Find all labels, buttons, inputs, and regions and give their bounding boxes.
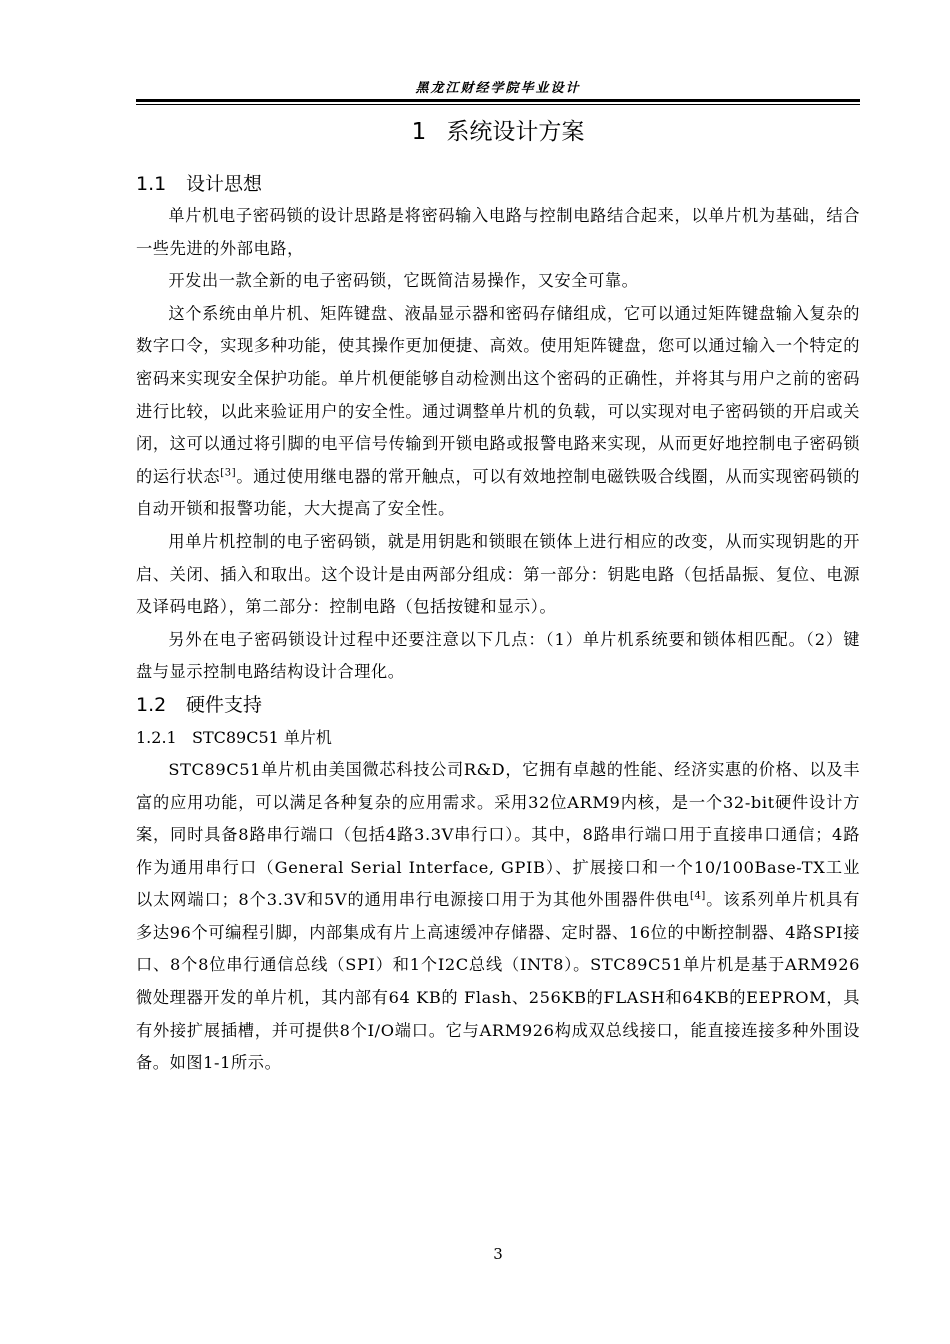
subsection-heading-1-2-1 bbox=[136, 721, 860, 754]
header-rule-thick bbox=[136, 99, 860, 102]
chapter-title bbox=[136, 116, 860, 148]
paragraph: 开发出一款全新的电子密码锁，它既简洁易操作，又安全可靠。 bbox=[168, 271, 639, 291]
citation-ref: [4] bbox=[689, 890, 706, 902]
paragraph-text: 。该系列单片机具有多达96个可编程引脚，内部集成有片上高速缓冲存储器、定时器、16位的中断控制器、4路SPI接口、8个8位串行通信总线（SPI）和1个I2C总线（INT8）。STC89C51单片机是基于ARM926微处理器开发的单片机，其内部有64 KB的 Flash、256KB的FLASH和64KB的EEPROM，具有外接扩展插槽，并可提供8个I/O端口。它与ARM926构成双总线接口，能直接连接多种外围设备。如图1-1所示。 bbox=[136, 890, 860, 1073]
chapter-number: 1 bbox=[411, 119, 427, 145]
section-number: 1.1 bbox=[136, 173, 167, 195]
page-number: 3 bbox=[493, 1245, 503, 1263]
page-header: 黑龙江财经学院毕业设计 bbox=[415, 81, 581, 96]
paragraph bbox=[136, 754, 860, 1080]
section-title: 设计思想 bbox=[186, 173, 263, 195]
subsection-title: STC89C51 单片机 bbox=[192, 727, 332, 747]
header-rule-thin bbox=[136, 104, 860, 105]
section-heading-1-1 bbox=[136, 168, 860, 200]
citation-ref: [3] bbox=[220, 467, 237, 479]
paragraph bbox=[136, 298, 860, 526]
paragraph: 另外在电子密码锁设计过程中还要注意以下几点：（1）单片机系统要和锁体相匹配。（2）键盘与显示控制电路结构设计合理化。 bbox=[136, 629, 860, 682]
chapter-title-text: 系统设计方案 bbox=[446, 119, 585, 145]
paragraph-text: 。通过使用继电器的常开触点，可以有效地控制电磁铁吸合线圈，从而实现密码锁的自动开锁和报警功能，大大提高了安全性。 bbox=[136, 466, 861, 519]
section-heading-1-2 bbox=[136, 689, 860, 721]
section-number: 1.2 bbox=[136, 693, 167, 716]
paragraph-text: 这个系统由单片机、矩阵键盘、液晶显示器和密码存储组成，它可以通过矩阵键盘输入复杂的数字口令，实现多种功能，使其操作更加便捷、高效。使用矩阵键盘，您可以通过输入一个特定的密码来实现安全保护功能。单片机便能够自动检测出这个密码的正确性，并将其与用户之前的密码进行比较，以此来验证用户的安全性。通过调整单片机的负载，可以实现对电子密码锁的开启或关闭，这可以通过将引脚的电平信号传输到开锁电路或报警电路来实现，从而更好地控制电子密码锁的运行状态 bbox=[136, 303, 860, 486]
paragraph: 用单片机控制的电子密码锁，就是用钥匙和锁眼在锁体上进行相应的改变，从而实现钥匙的开启、关闭、插入和取出。这个设计是由两部分组成：第一部分：钥匙电路（包括晶振、复位、电源及译码电路），第二部分：控制电路（包括按键和显示）。 bbox=[136, 531, 860, 617]
section-title: 硬件支持 bbox=[186, 693, 263, 716]
subsection-number: 1.2.1 bbox=[136, 727, 177, 747]
paragraph: 单片机电子密码锁的设计思路是将密码输入电路与控制电路结合起来，以单片机为基础，结合一些先进的外部电路， bbox=[136, 206, 860, 258]
page-content bbox=[136, 168, 860, 1080]
paragraph-text: STC89C51单片机由美国微芯科技公司R&D，它拥有卓越的性能、经济实惠的价格、以及丰富的应用功能，可以满足各种复杂的应用需求。采用32位ARM9内核，是一个32-bit硬件设计方案，同时具备8路串行端口（包括4路3.3V串行口）。其中，8路串行端口用于直接串口通信；4路作为通用串行口（General Serial Interface, GPIB）、扩展接口和一个10/100Base-TX工业以太网端口；8个3.3V和5V的通用串行电源接口用于为其他外围器件供电 bbox=[136, 759, 860, 910]
